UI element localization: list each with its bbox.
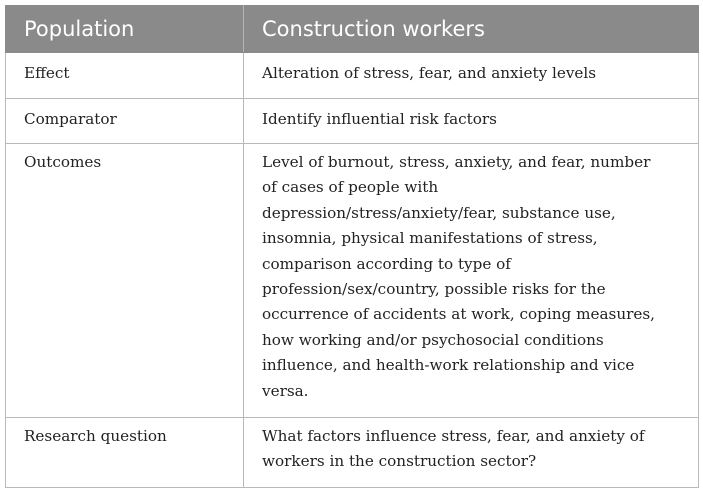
value-line: occurrence of accidents at work, coping measures,: [262, 305, 655, 324]
row-value-outcomes: [244, 144, 699, 418]
row-label-comparator: Comparator: [6, 99, 244, 144]
value-line: profession/sex/country, possible risks for the: [262, 280, 606, 299]
pico-table: [5, 5, 699, 488]
value-line: Alteration of stress, fear, and anxiety levels: [262, 64, 597, 82]
value-line: depression/stress/anxiety/fear, substance use,: [262, 203, 616, 222]
row-label-outcomes: Outcomes: [6, 144, 244, 418]
value-line: of cases of people with: [262, 178, 439, 197]
table-row-comparator: [6, 99, 699, 144]
table-row-outcomes: [6, 144, 699, 418]
value-line: What factors influence stress, fear, and anxiety of: [262, 427, 645, 445]
value-line: workers in the construction sector?: [262, 452, 537, 471]
header-population: Population: [6, 6, 244, 53]
row-value-research-question: [244, 418, 699, 488]
value-line: comparison according to type of: [262, 254, 511, 273]
header-row: [6, 6, 699, 53]
header-construction-workers: Construction workers: [244, 6, 699, 53]
value-line: Identify influential risk factors: [262, 110, 497, 128]
value-line: influence, and health-work relationship and vice: [262, 356, 635, 375]
row-value-effect: [244, 53, 699, 99]
value-line: versa.: [262, 381, 309, 400]
row-label-effect: Effect: [6, 53, 244, 99]
table-row-research-question: [6, 418, 699, 488]
value-line: how working and/or psychosocial conditions: [262, 330, 604, 349]
value-line: Level of burnout, stress, anxiety, and fear, number: [262, 153, 651, 171]
table-row-effect: [6, 53, 699, 99]
row-value-comparator: [244, 99, 699, 144]
row-label-research-question: Research question: [6, 418, 244, 488]
value-line: insomnia, physical manifestations of stress,: [262, 229, 598, 248]
